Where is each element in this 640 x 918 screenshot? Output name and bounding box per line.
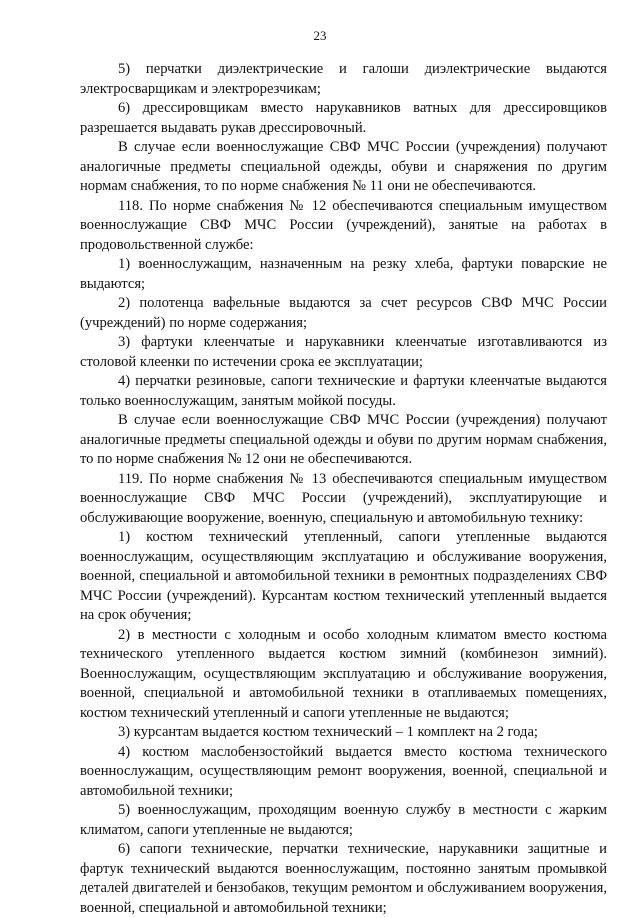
paragraph: 5) перчатки диэлектрические и галоши диэлектрические выдаются электросварщикам и электрорезчикам; bbox=[80, 61, 607, 97]
paragraph: 6) дрессировщикам вместо нарукавников ватных для дрессировщиков разрешается выдавать рукав дрессировочный. bbox=[80, 100, 607, 136]
paragraph: 4) костюм маслобензостойкий выдается вместо костюма технического военнослужащим, осуществляющим ремонт вооружения, военной, специальной и автомобильной техники; bbox=[80, 743, 607, 799]
paragraph: 6) сапоги технические, перчатки технические, нарукавники защитные и фартук технический выдаются военнослужащим, постоянно занятым промывкой деталей двигателей и бензобаков, текущим ремонтом и обслуживанием вооружения, военной, специальной и автомобильной техники; bbox=[80, 841, 607, 916]
paragraph: 1) костюм технический утепленный, сапоги утепленные выдаются военнослужащим, осуществляющим эксплуатацию и обслуживание вооружения, военной, специальной и автомобильной техники в ремонтных подразделениях СВФ МЧС России (учреждений). Курсантам костюм технический утепленный выдается на срок обучения; bbox=[80, 529, 607, 623]
paragraph: 5) военнослужащим, проходящим военную службу в местности с жарким климатом, сапоги утепленные не выдаются; bbox=[80, 802, 607, 838]
page-number: 23 bbox=[313, 28, 327, 43]
paragraph: 1) военнослужащим, назначенным на резку хлеба, фартуки поварские не выдаются; bbox=[80, 256, 607, 292]
paragraph: 118. По норме снабжения № 12 обеспечиваются специальным имуществом военнослужащие СВФ МЧС России (учреждений), занятые на работах в продовольственной службе: bbox=[80, 197, 607, 253]
paragraph: 2) в местности с холодным и особо холодным климатом вместо костюма технического утепленного выдается костюм зимний (комбинезон зимний). Военнослужащим, осуществляющим эксплуатацию и обслуживание вооружения, военной, специальной и автомобильной техники в отапливаемых помещениях, костюм технический утепленный и сапоги утепленные не выдаются; bbox=[80, 626, 607, 721]
paragraph: 4) перчатки резиновые, сапоги технические и фартуки клеенчатые выдаются только военнослужащим, занятым мойкой посуды. bbox=[80, 373, 607, 409]
paragraph: В случае если военнослужащие СВФ МЧС России (учреждения) получают аналогичные предметы специальной одежды, обуви и снаряжения по другим нормам снабжения, то по норме снабжения № 11 они не обеспечиваются. bbox=[80, 139, 607, 194]
paragraph: 3) курсантам выдается костюм технический – 1 комплект на 2 года; bbox=[118, 724, 538, 740]
document-body bbox=[80, 60, 607, 918]
paragraph: 2) полотенца вафельные выдаются за счет ресурсов СВФ МЧС России (учреждений) по норме содержания; bbox=[80, 295, 607, 331]
paragraph: 119. По норме снабжения № 13 обеспечиваются специальным имуществом военнослужащие СВФ МЧС России (учреждений), эксплуатирующие и обслуживающие вооружение, военную, специальную и автомобильную технику: bbox=[80, 470, 607, 526]
paragraph: В случае если военнослужащие СВФ МЧС России (учреждения) получают аналогичные предметы специальной одежды и обуви по другим нормам снабжения, то по норме снабжения № 12 они не обеспечиваются. bbox=[80, 412, 607, 467]
paragraph: 3) фартуки клеенчатые и нарукавники клеенчатые изготавливаются из столовой клеенки по истечении срока ее эксплуатации; bbox=[80, 334, 607, 370]
